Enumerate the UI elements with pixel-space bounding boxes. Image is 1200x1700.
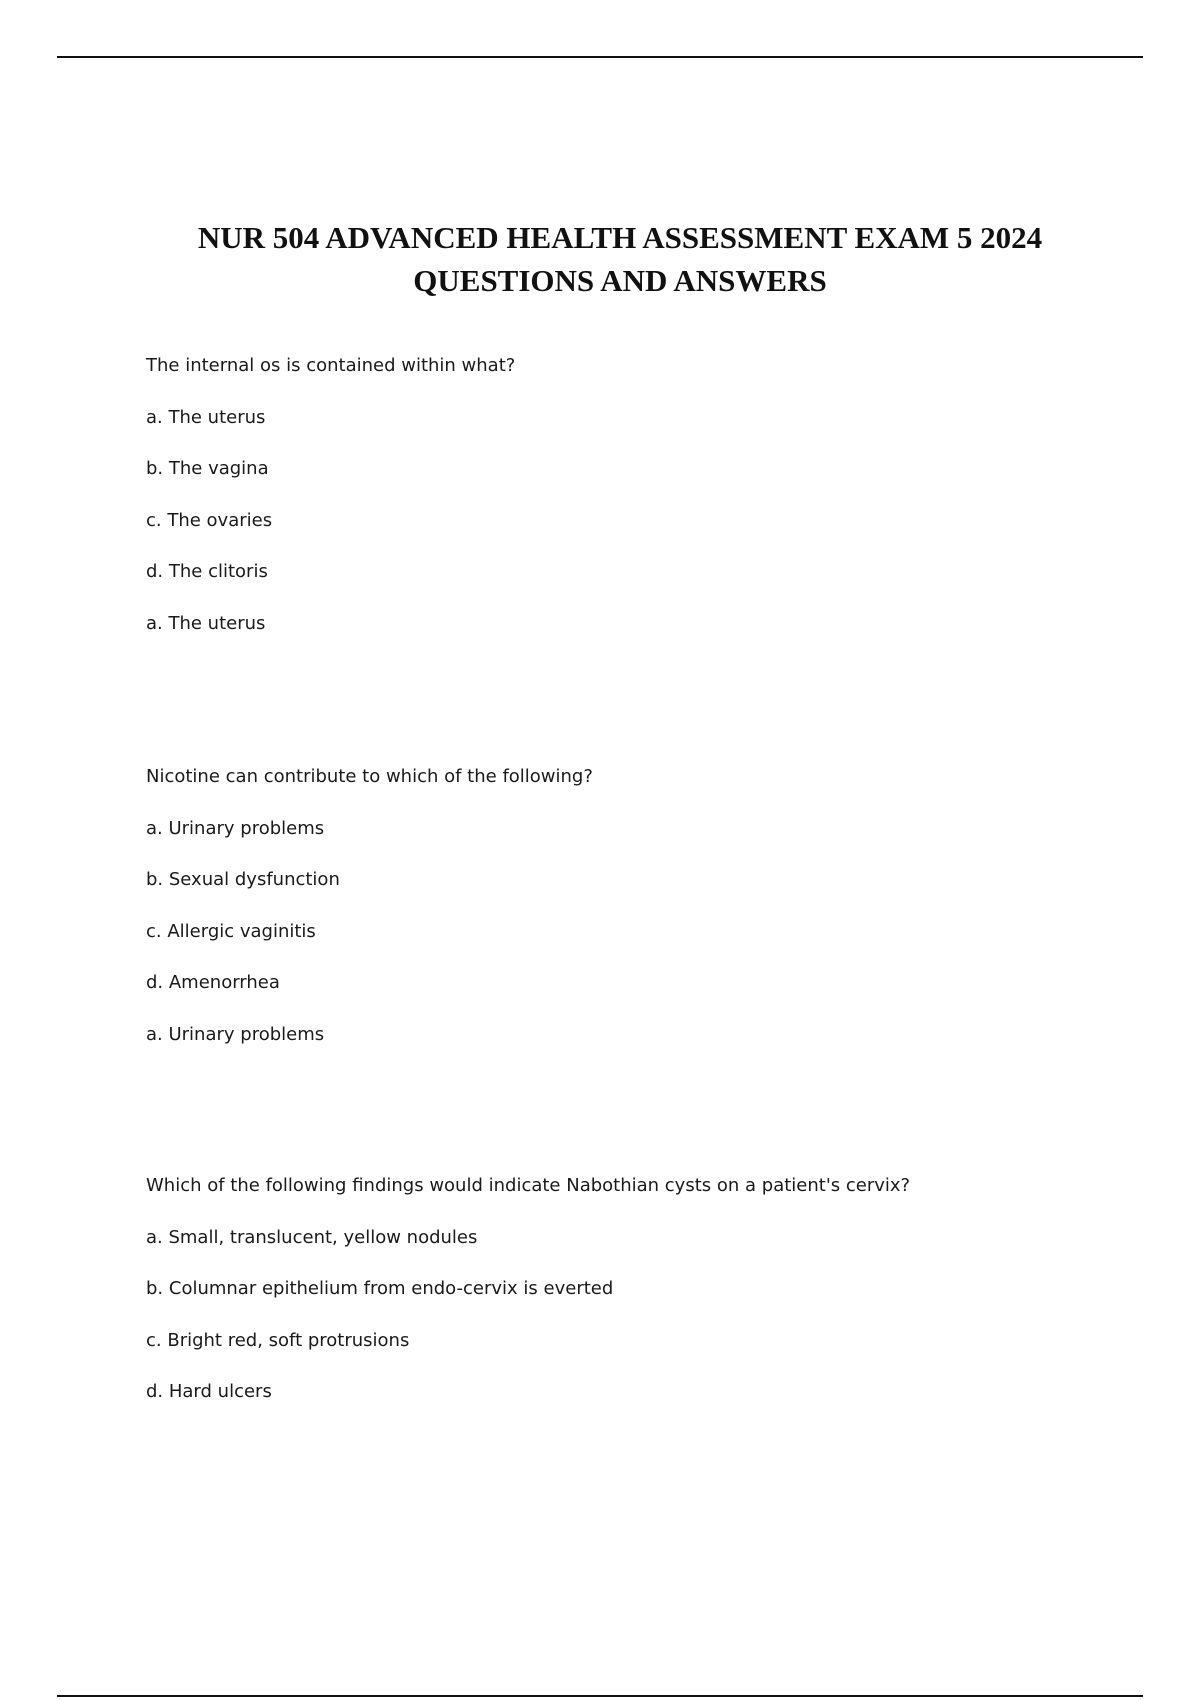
document-title: NUR 504 ADVANCED HEALTH ASSESSMENT EXAM 5 2024 QUESTIONS AND ANSWERS bbox=[197, 219, 1043, 298]
option-b: b. Columnar epithelium from endo-cervix is everted bbox=[146, 1278, 614, 1299]
option-c: c. Allergic vaginitis bbox=[146, 920, 316, 942]
option-d: d. Hard ulcers bbox=[146, 1381, 272, 1402]
option-c: c. Bright red, soft protrusions bbox=[146, 1329, 410, 1351]
question-block-3 bbox=[146, 1173, 1146, 1431]
question-text: Nicotine can contribute to which of the following? bbox=[146, 766, 593, 787]
question-block-2 bbox=[146, 764, 1146, 1073]
question-text: The internal os is contained within what? bbox=[146, 355, 516, 376]
answer-text: a. The uterus bbox=[146, 612, 266, 634]
option-b: b. Sexual dysfunction bbox=[146, 869, 340, 890]
option-c: c. The ovaries bbox=[146, 509, 273, 531]
question-block-1 bbox=[146, 353, 1146, 662]
top-rule bbox=[57, 56, 1143, 58]
option-a: a. Urinary problems bbox=[146, 817, 325, 839]
bottom-rule bbox=[57, 1695, 1143, 1697]
option-b: b. The vagina bbox=[146, 458, 269, 479]
question-text: Which of the following findings would indicate Nabothian cysts on a patient's cervix? bbox=[146, 1175, 911, 1196]
answer-text: a. Urinary problems bbox=[146, 1023, 325, 1045]
option-d: d. Amenorrhea bbox=[146, 972, 280, 993]
option-d: d. The clitoris bbox=[146, 561, 268, 582]
option-a: a. The uterus bbox=[146, 406, 266, 428]
option-a: a. Small, translucent, yellow nodules bbox=[146, 1226, 478, 1248]
